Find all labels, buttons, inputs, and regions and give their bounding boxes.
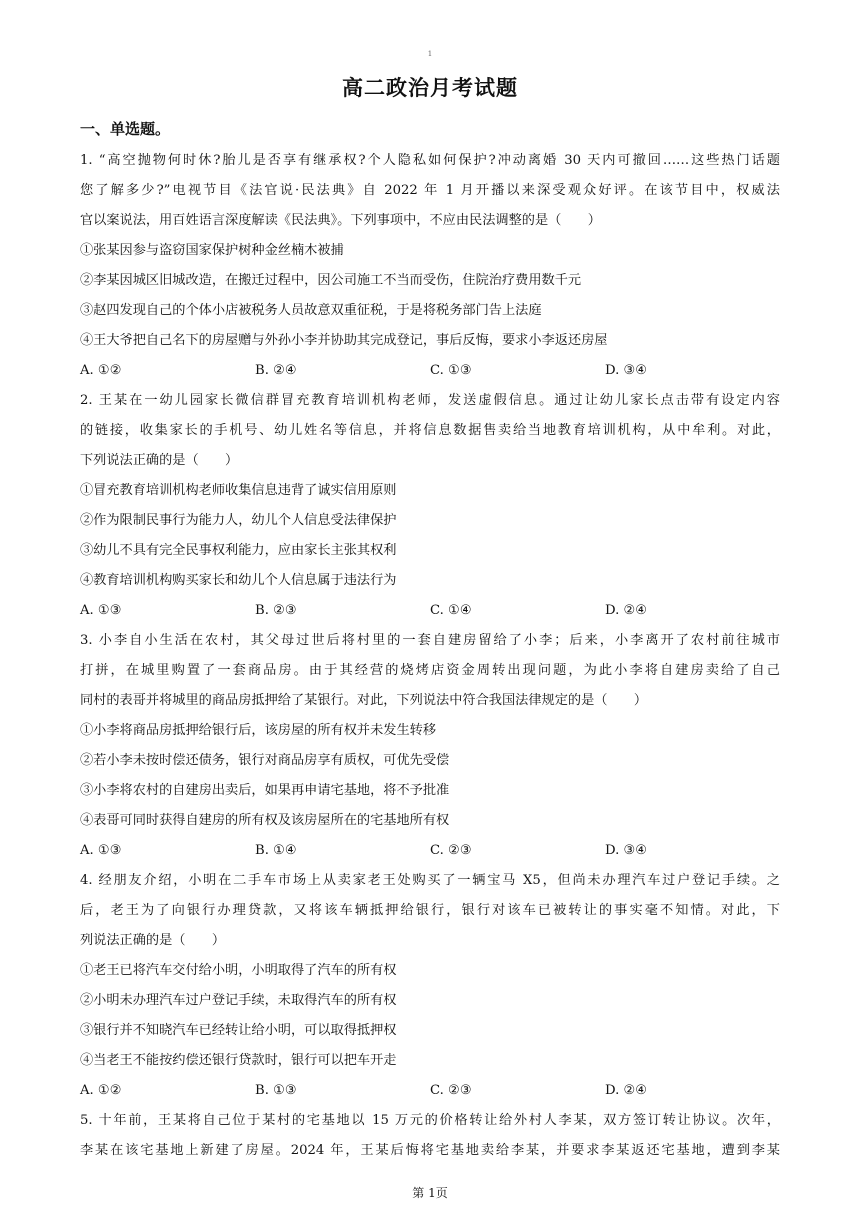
option-d: D. ③④ bbox=[605, 843, 648, 858]
statement: ②作为限制民事行为能力人，幼儿个人信息受法律保护 bbox=[80, 513, 397, 528]
statement: ③幼儿不具有完全民事权利能力，应由家长主张其权利 bbox=[80, 543, 397, 558]
question-stem-line: 5. 十年前，王某将自己位于某村的宅基地以 15 万元的价格转让给外村人李某，双方签订转让协议。次年， bbox=[80, 1113, 780, 1128]
section-heading: 一、单选题。 bbox=[80, 120, 171, 138]
question-stem-line: 您了解多少?”电视节目《法官说·民法典》自 2022 年 1 月开播以来深受观众好评。在该节目中，权威法 bbox=[80, 183, 780, 198]
question-2 bbox=[80, 386, 780, 626]
option-a: A. ①③ bbox=[80, 603, 122, 618]
option-a: A. ①③ bbox=[80, 843, 122, 858]
question-5 bbox=[80, 1106, 780, 1166]
answer-options bbox=[80, 596, 780, 626]
option-b: B. ①④ bbox=[255, 843, 297, 858]
statement: ②李某因城区旧城改造，在搬迁过程中，因公司施工不当而受伤，住院治疗费用数千元 bbox=[80, 273, 582, 288]
statement: ①冒充教育培训机构老师收集信息违背了诚实信用原则 bbox=[80, 483, 397, 498]
question-list bbox=[80, 146, 780, 1166]
statement: ④王大爷把自己名下的房屋赠与外孙小李并协助其完成登记，事后反悔，要求小李返还房屋 bbox=[80, 333, 608, 348]
statement: ④当老王不能按约偿还银行贷款时，银行可以把车开走 bbox=[80, 1053, 397, 1068]
question-4 bbox=[80, 866, 780, 1106]
statement: ①小李将商品房抵押给银行后，该房屋的所有权并未发生转移 bbox=[80, 723, 437, 738]
statement: ④教育培训机构购买家长和幼儿个人信息属于违法行为 bbox=[80, 573, 397, 588]
question-stem-line: 2. 王某在一幼儿园家长微信群冒充教育培训机构老师，发送虚假信息。通过让幼儿家长点击带有设定内容 bbox=[80, 393, 780, 408]
question-stem-line: 同村的表哥并将城里的商品房抵押给了某银行。对此，下列说法中符合我国法律规定的是（ ） bbox=[80, 693, 648, 708]
answer-options bbox=[80, 1076, 780, 1106]
question-stem-line: 3. 小李自小生活在农村，其父母过世后将村里的一套自建房留给了小李；后来，小李离开了农村前往城市 bbox=[80, 633, 780, 648]
question-stem-line: 4. 经朋友介绍，小明在二手车市场上从卖家老王处购买了一辆宝马 X5，但尚未办理汽车过户登记手续。之 bbox=[80, 873, 780, 888]
statement: ③小李将农村的自建房出卖后，如果再申请宅基地，将不予批准 bbox=[80, 783, 450, 798]
question-stem-line: 打拼，在城里购置了一套商品房。由于其经营的烧烤店资金周转出现问题，为此小李将自建房卖给了自己 bbox=[80, 663, 780, 678]
option-d: D. ②④ bbox=[605, 603, 648, 618]
question-stem-line: 李某在该宅基地上新建了房屋。2024 年，王某后悔将宅基地卖给李某，并要求李某返还宅基地，遭到李某 bbox=[80, 1143, 780, 1158]
question-1 bbox=[80, 146, 780, 386]
statement: ②若小李未按时偿还债务，银行对商品房享有质权，可优先受偿 bbox=[80, 753, 450, 768]
question-stem-line: 下列说法正确的是（ ） bbox=[80, 453, 239, 468]
question-stem-line: 的链接，收集家长的手机号、幼儿姓名等信息，并将信息数据售卖给当地教育培训机构，从中牟利。对此， bbox=[80, 423, 780, 438]
option-c: C. ②③ bbox=[430, 843, 472, 858]
option-d: D. ②④ bbox=[605, 1083, 648, 1098]
statement: ②小明未办理汽车过户登记手续，未取得汽车的所有权 bbox=[80, 993, 397, 1008]
option-b: B. ②④ bbox=[255, 363, 297, 378]
statement: ①老王已将汽车交付给小明，小明取得了汽车的所有权 bbox=[80, 963, 397, 978]
option-c: C. ②③ bbox=[430, 1083, 472, 1098]
option-d: D. ③④ bbox=[605, 363, 648, 378]
option-a: A. ①② bbox=[80, 363, 122, 378]
question-3 bbox=[80, 626, 780, 866]
statement: ④表哥可同时获得自建房的所有权及该房屋所在的宅基地所有权 bbox=[80, 813, 450, 828]
answer-options bbox=[80, 836, 780, 866]
statement: ①张某因参与盗窃国家保护树种金丝楠木被捕 bbox=[80, 243, 344, 258]
page-header-mark: 1 bbox=[427, 50, 433, 58]
question-stem-line: 列说法正确的是（ ） bbox=[80, 933, 226, 948]
question-stem-line: 1. “高空抛物何时休?胎儿是否享有继承权?个人隐私如何保护?冲动离婚 30 天内可撤回……这些热门话题 bbox=[80, 153, 780, 168]
option-b: B. ①③ bbox=[255, 1083, 297, 1098]
question-stem-line: 后，老王为了向银行办理贷款，又将该车辆抵押给银行，银行对该车已被转让的事实毫不知情。对此，下 bbox=[80, 903, 780, 918]
option-a: A. ①② bbox=[80, 1083, 122, 1098]
option-c: C. ①④ bbox=[430, 603, 472, 618]
option-c: C. ①③ bbox=[430, 363, 472, 378]
page-title: 高二政治月考试题 bbox=[342, 75, 518, 100]
option-b: B. ②③ bbox=[255, 603, 297, 618]
question-stem-line: 官以案说法，用百姓语言深度解读《民法典》。下列事项中，不应由民法调整的是（ ） bbox=[80, 213, 601, 228]
answer-options bbox=[80, 356, 780, 386]
statement: ③银行并不知晓汽车已经转让给小明，可以取得抵押权 bbox=[80, 1023, 397, 1038]
statement: ③赵四发现自己的个体小店被税务人员故意双重征税，于是将税务部门告上法庭 bbox=[80, 303, 542, 318]
page-number: 第 1页 bbox=[412, 1186, 448, 1200]
